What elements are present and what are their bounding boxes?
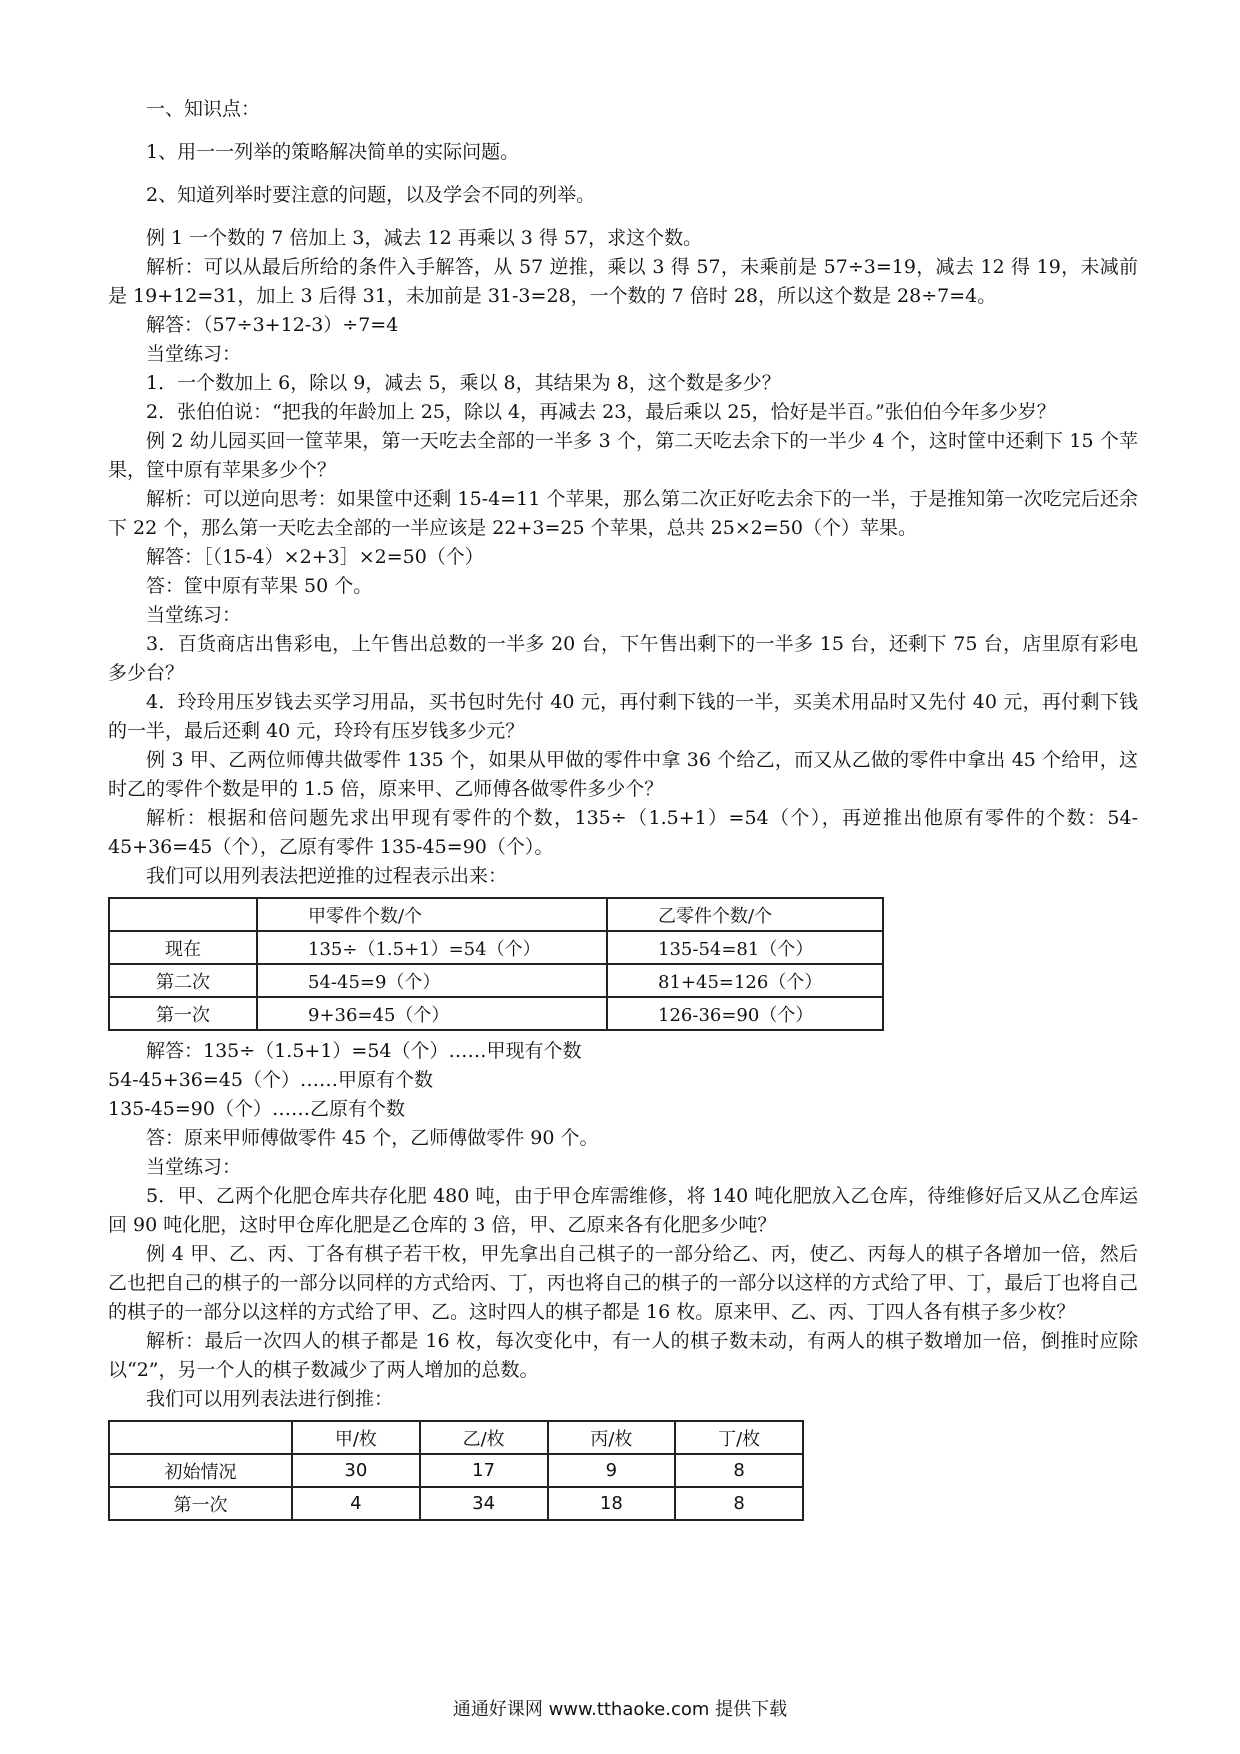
table-cell: 17	[420, 1454, 548, 1487]
practice-label: 当堂练习：	[146, 604, 242, 626]
table-header-cell: 乙零件个数/个	[607, 898, 883, 931]
table-header-cell	[109, 1421, 292, 1454]
page-footer: 通通好课网 www.tthaoke.com 提供下载	[452, 1699, 788, 1720]
table-cell: 30	[292, 1454, 420, 1487]
example-1-analysis: 解析：可以从最后所给的条件入手解答，从 57 逆推，乘以 3 得 57，未乘前是 57÷3=19，减去 12 得 19，未减前是 19+12=31，加上 3 后得 31，未加前是 31-3=28，一个数的 7 倍时 28，所以这个数是 28÷7=4。	[108, 256, 1138, 307]
practice-item: 5．甲、乙两个化肥仓库共存化肥 480 吨，由于甲仓库需维修，将 140 吨化肥放入乙仓库，待维修好后又从乙仓库运回 90 吨化肥，这时甲仓库化肥是乙仓库的 3 倍，甲、乙原来各有化肥多少吨？	[108, 1185, 1138, 1236]
table-row	[109, 997, 883, 1030]
practice-item: 2．张伯伯说：“把我的年龄加上 25，除以 4，再减去 23，最后乘以 25，恰好是半百。”张伯伯今年多少岁？	[146, 401, 1056, 423]
table-cell: 135-54=81（个）	[607, 931, 883, 964]
example-4-analysis: 解析：最后一次四人的棋子都是 16 枚，每次变化中，有一人的棋子数未动，有两人的棋子数增加一倍，倒推时应除以“2”，另一个人的棋子数减少了两人增加的总数。	[108, 1330, 1138, 1381]
parts-table	[108, 897, 884, 1031]
example-1-question: 例 1 一个数的 7 倍加上 3，减去 12 再乘以 3 得 57，求这个数。	[146, 227, 703, 249]
table-cell: 第一次	[109, 997, 257, 1030]
table-header-row	[109, 898, 883, 931]
table-header-cell: 乙/枚	[420, 1421, 548, 1454]
table-cell: 18	[548, 1487, 676, 1520]
table-cell: 9+36=45（个）	[257, 997, 607, 1030]
table-cell: 81+45=126（个）	[607, 964, 883, 997]
table-intro: 我们可以用列表法把逆推的过程表示出来：	[146, 865, 508, 887]
knowledge-point: 2、知道列举时要注意的问题，以及学会不同的列举。	[146, 184, 596, 206]
table-header-cell: 丁/枚	[675, 1421, 803, 1454]
practice-item: 1．一个数加上 6，除以 9，减去 5，乘以 8，其结果为 8，这个数是多少？	[146, 372, 781, 394]
table-row	[109, 1454, 803, 1487]
document-body	[108, 95, 1138, 1527]
example-2-analysis: 解析：可以逆向思考：如果筐中还剩 15-4=11 个苹果，那么第二次正好吃去余下的一半，于是推知第一次吃完后还余下 22 个，那么第一天吃去全部的一半应该是 22+3=25 个苹果，总共 25×2=50（个）苹果。	[108, 488, 1138, 539]
table-row	[109, 1487, 803, 1520]
table-intro: 我们可以用列表法进行倒推：	[146, 1388, 394, 1410]
example-3-answer: 135-45=90（个）……乙原有个数	[108, 1098, 405, 1120]
example-2-answer: 解答：［（15-4）×2+3］×2=50（个）	[146, 546, 484, 568]
table-cell: 8	[675, 1487, 803, 1520]
example-3-reply: 答：原来甲师傅做零件 45 个，乙师傅做零件 90 个。	[146, 1127, 599, 1149]
knowledge-point: 1、用一一列举的策略解决简单的实际问题。	[146, 141, 520, 163]
table-cell: 初始情况	[109, 1454, 292, 1487]
table-cell: 第一次	[109, 1487, 292, 1520]
section-heading: 一、知识点：	[146, 98, 261, 120]
example-3-answer: 解答：135÷（1.5+1）=54（个）……甲现有个数	[146, 1040, 582, 1062]
table-cell: 34	[420, 1487, 548, 1520]
practice-item: 4．玲玲用压岁钱去买学习用品，买书包时先付 40 元，再付剩下钱的一半，买美术用品时又先付 40 元，再付剩下钱的一半，最后还剩 40 元，玲玲有压岁钱多少元？	[108, 691, 1138, 742]
table-header-cell	[109, 898, 257, 931]
table-header-cell: 甲/枚	[292, 1421, 420, 1454]
example-3-question: 例 3 甲、乙两位师傅共做零件 135 个，如果从甲做的零件中拿 36 个给乙，而又从乙做的零件中拿出 45 个给甲，这时乙的零件个数是甲的 1.5 倍，原来甲、乙师傅各做零件多少个？	[108, 749, 1138, 800]
table-cell: 现在	[109, 931, 257, 964]
example-2-question: 例 2 幼儿园买回一筐苹果，第一天吃去全部的一半多 3 个，第二天吃去余下的一半少 4 个，这时筐中还剩下 15 个苹果，筐中原有苹果多少个？	[108, 430, 1138, 481]
table-cell: 135÷（1.5+1）=54（个）	[257, 931, 607, 964]
table-cell: 54-45=9（个）	[257, 964, 607, 997]
example-3-analysis: 解析：根据和倍问题先求出甲现有零件的个数，135÷（1.5+1）=54（个），再逆推出他原有零件的个数：54-45+36=45（个），乙原有零件 135-45=90（个）。	[108, 807, 1138, 858]
table-cell: 9	[548, 1454, 676, 1487]
chess-table	[108, 1420, 804, 1521]
example-4-question: 例 4 甲、乙、丙、丁各有棋子若干枚，甲先拿出自己棋子的一部分给乙、丙，使乙、丙每人的棋子各增加一倍，然后乙也把自己的棋子的一部分以同样的方式给丙、丁，丙也将自己的棋子的一部分以这样的方式给了甲、丁，最后丁也将自己的棋子的一部分以这样的方式给了甲、乙。这时四人的棋子都是 16 枚。原来甲、乙、丙、丁四人各有棋子多少枚？	[108, 1243, 1138, 1323]
table-header-row	[109, 1421, 803, 1454]
table-cell: 126-36=90（个）	[607, 997, 883, 1030]
practice-label: 当堂练习：	[146, 343, 242, 365]
table-header-cell: 甲零件个数/个	[257, 898, 607, 931]
table-cell: 8	[675, 1454, 803, 1487]
table-header-cell: 丙/枚	[548, 1421, 676, 1454]
table-cell: 第二次	[109, 964, 257, 997]
table-cell: 4	[292, 1487, 420, 1520]
example-1-answer: 解答：（57÷3+12-3）÷7=4	[146, 314, 399, 336]
example-3-answer: 54-45+36=45（个）……甲原有个数	[108, 1069, 433, 1091]
practice-label: 当堂练习：	[146, 1156, 242, 1178]
table-row	[109, 964, 883, 997]
example-2-reply: 答：筐中原有苹果 50 个。	[146, 575, 373, 597]
table-row	[109, 931, 883, 964]
practice-item: 3．百货商店出售彩电，上午售出总数的一半多 20 台，下午售出剩下的一半多 15 台，还剩下 75 台，店里原有彩电多少台？	[108, 633, 1138, 684]
